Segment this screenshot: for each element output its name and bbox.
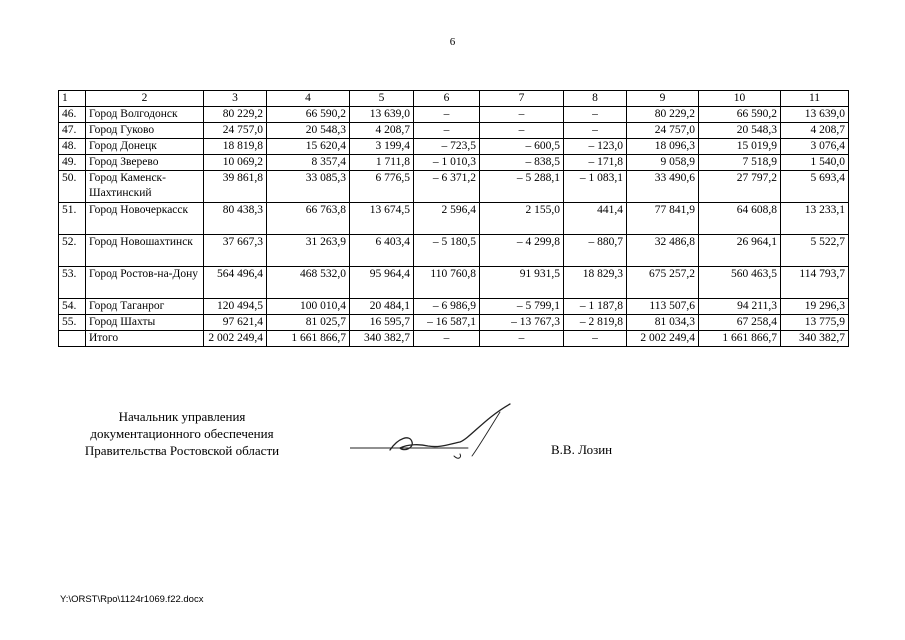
value-cell: 13 775,9 — [781, 315, 849, 331]
value-cell: 560 463,5 — [699, 267, 781, 299]
value-cell: 675 257,2 — [627, 267, 699, 299]
signer-name: В.В. Лозин — [551, 442, 613, 457]
value-cell: 3 199,4 — [350, 139, 414, 155]
table-row — [59, 203, 849, 235]
value-cell: 18 096,3 — [627, 139, 699, 155]
row-name-cell: Город Каменск-Шахтинский — [86, 171, 204, 203]
value-cell: – 2 819,8 — [564, 315, 627, 331]
signatory-title-line3: Правительства Ростовской области — [84, 443, 280, 458]
value-cell: 2 155,0 — [480, 203, 564, 235]
row-name-cell: Город Волгодонск — [86, 107, 204, 123]
value-cell: 441,4 — [564, 203, 627, 235]
row-index-cell: 51. — [59, 203, 86, 235]
header-cell: 4 — [267, 91, 350, 107]
signature-block — [62, 408, 302, 459]
value-cell: 20 548,3 — [267, 123, 350, 139]
value-cell: 94 211,3 — [699, 299, 781, 315]
value-cell: 13 639,0 — [350, 107, 414, 123]
handwritten-signature — [350, 398, 520, 468]
row-name-cell: Город Зверево — [86, 155, 204, 171]
header-cell: 8 — [564, 91, 627, 107]
value-cell: 24 757,0 — [204, 123, 267, 139]
value-cell: – — [414, 123, 480, 139]
table-row — [59, 107, 849, 123]
row-index-cell: 48. — [59, 139, 86, 155]
row-index-cell: 46. — [59, 107, 86, 123]
value-cell: 100 010,4 — [267, 299, 350, 315]
table-row — [59, 171, 849, 203]
value-cell: 468 532,0 — [267, 267, 350, 299]
value-cell: 67 258,4 — [699, 315, 781, 331]
value-cell: 7 518,9 — [699, 155, 781, 171]
value-cell: – — [564, 123, 627, 139]
value-cell: – 5 288,1 — [480, 171, 564, 203]
value-cell: 19 296,3 — [781, 299, 849, 315]
table-header-row — [59, 91, 849, 107]
header-cell: 6 — [414, 91, 480, 107]
value-cell: 13 674,5 — [350, 203, 414, 235]
value-cell: 91 931,5 — [480, 267, 564, 299]
value-cell: 33 490,6 — [627, 171, 699, 203]
value-cell: 5 522,7 — [781, 235, 849, 267]
value-cell: – 1 083,1 — [564, 171, 627, 203]
value-cell: – 1 010,3 — [414, 155, 480, 171]
value-cell: 16 595,7 — [350, 315, 414, 331]
value-cell: 13 233,1 — [781, 203, 849, 235]
value-cell: 97 621,4 — [204, 315, 267, 331]
value-cell: 37 667,3 — [204, 235, 267, 267]
value-cell: 10 069,2 — [204, 155, 267, 171]
value-cell: 6 776,5 — [350, 171, 414, 203]
value-cell: 80 229,2 — [627, 107, 699, 123]
total-value-cell: 2 002 249,4 — [204, 331, 267, 347]
value-cell: 15 019,9 — [699, 139, 781, 155]
total-value-cell: 1 661 866,7 — [267, 331, 350, 347]
value-cell: 81 034,3 — [627, 315, 699, 331]
row-name-cell: Город Ростов-на-Дону — [86, 267, 204, 299]
value-cell: – — [414, 107, 480, 123]
table-row — [59, 267, 849, 299]
value-cell: – — [480, 107, 564, 123]
value-cell: 80 438,3 — [204, 203, 267, 235]
value-cell: – 723,5 — [414, 139, 480, 155]
total-value-cell: 2 002 249,4 — [627, 331, 699, 347]
value-cell: 18 829,3 — [564, 267, 627, 299]
header-cell: 11 — [781, 91, 849, 107]
table-row — [59, 235, 849, 267]
total-label-cell: Итого — [86, 331, 204, 347]
total-value-cell: 1 661 866,7 — [699, 331, 781, 347]
value-cell: 95 964,4 — [350, 267, 414, 299]
value-cell: 15 620,4 — [267, 139, 350, 155]
row-name-cell: Город Новочеркасск — [86, 203, 204, 235]
value-cell: 110 760,8 — [414, 267, 480, 299]
file-path: Y:\ORST\Rpo\1124r1069.f22.docx — [60, 594, 204, 605]
value-cell: 113 507,6 — [627, 299, 699, 315]
table-row — [59, 299, 849, 315]
total-blank-cell — [59, 331, 86, 347]
value-cell: 6 403,4 — [350, 235, 414, 267]
value-cell: 20 548,3 — [699, 123, 781, 139]
value-cell: 4 208,7 — [350, 123, 414, 139]
value-cell: 66 590,2 — [699, 107, 781, 123]
value-cell: – 880,7 — [564, 235, 627, 267]
value-cell: – 6 371,2 — [414, 171, 480, 203]
value-cell: – — [564, 107, 627, 123]
value-cell: 3 076,4 — [781, 139, 849, 155]
total-value-cell: – — [480, 331, 564, 347]
header-cell: 5 — [350, 91, 414, 107]
value-cell: 1 540,0 — [781, 155, 849, 171]
row-index-cell: 54. — [59, 299, 86, 315]
page-number: 6 — [449, 36, 456, 48]
value-cell: – 838,5 — [480, 155, 564, 171]
row-index-cell: 53. — [59, 267, 86, 299]
row-name-cell: Город Таганрог — [86, 299, 204, 315]
value-cell: 4 208,7 — [781, 123, 849, 139]
row-index-cell: 47. — [59, 123, 86, 139]
total-value-cell: – — [564, 331, 627, 347]
row-name-cell: Город Гуково — [86, 123, 204, 139]
value-cell: 39 861,8 — [204, 171, 267, 203]
value-cell: 27 797,2 — [699, 171, 781, 203]
header-cell: 3 — [204, 91, 267, 107]
value-cell: 24 757,0 — [627, 123, 699, 139]
row-index-cell: 49. — [59, 155, 86, 171]
header-cell: 1 — [59, 91, 86, 107]
total-value-cell: 340 382,7 — [350, 331, 414, 347]
value-cell: 2 596,4 — [414, 203, 480, 235]
table-row — [59, 155, 849, 171]
row-name-cell: Город Донецк — [86, 139, 204, 155]
value-cell: 13 639,0 — [781, 107, 849, 123]
value-cell: 5 693,4 — [781, 171, 849, 203]
value-cell: 81 025,7 — [267, 315, 350, 331]
value-cell: 18 819,8 — [204, 139, 267, 155]
value-cell: – — [480, 123, 564, 139]
header-cell: 7 — [480, 91, 564, 107]
value-cell: – 5 799,1 — [480, 299, 564, 315]
row-name-cell: Город Шахты — [86, 315, 204, 331]
value-cell: 20 484,1 — [350, 299, 414, 315]
value-cell: 26 964,1 — [699, 235, 781, 267]
header-cell: 2 — [86, 91, 204, 107]
value-cell: 80 229,2 — [204, 107, 267, 123]
value-cell: 77 841,9 — [627, 203, 699, 235]
header-cell: 9 — [627, 91, 699, 107]
value-cell: 66 590,2 — [267, 107, 350, 123]
table-row — [59, 123, 849, 139]
value-cell: 1 711,8 — [350, 155, 414, 171]
value-cell: – 6 986,9 — [414, 299, 480, 315]
table-total-row — [59, 331, 849, 347]
row-name-cell: Город Новошахтинск — [86, 235, 204, 267]
value-cell: – 13 767,3 — [480, 315, 564, 331]
row-index-cell: 50. — [59, 171, 86, 203]
value-cell: – 5 180,5 — [414, 235, 480, 267]
signatory-title-line2: документационного обеспечения — [90, 426, 274, 441]
row-index-cell: 52. — [59, 235, 86, 267]
value-cell: – 1 187,8 — [564, 299, 627, 315]
value-cell: 32 486,8 — [627, 235, 699, 267]
table-row — [59, 139, 849, 155]
value-cell: 564 496,4 — [204, 267, 267, 299]
value-cell: 8 357,4 — [267, 155, 350, 171]
value-cell: 66 763,8 — [267, 203, 350, 235]
value-cell: 9 058,9 — [627, 155, 699, 171]
value-cell: 120 494,5 — [204, 299, 267, 315]
row-index-cell: 55. — [59, 315, 86, 331]
signatory-title-line1: Начальник управления — [118, 409, 246, 424]
value-cell: – 171,8 — [564, 155, 627, 171]
value-cell: – 4 299,8 — [480, 235, 564, 267]
value-cell: – 16 587,1 — [414, 315, 480, 331]
value-cell: – 123,0 — [564, 139, 627, 155]
total-value-cell: – — [414, 331, 480, 347]
value-cell: 33 085,3 — [267, 171, 350, 203]
value-cell: 114 793,7 — [781, 267, 849, 299]
value-cell: – 600,5 — [480, 139, 564, 155]
value-cell: 31 263,9 — [267, 235, 350, 267]
total-value-cell: 340 382,7 — [781, 331, 849, 347]
data-table — [58, 90, 849, 347]
value-cell: 64 608,8 — [699, 203, 781, 235]
header-cell: 10 — [699, 91, 781, 107]
table-row — [59, 315, 849, 331]
